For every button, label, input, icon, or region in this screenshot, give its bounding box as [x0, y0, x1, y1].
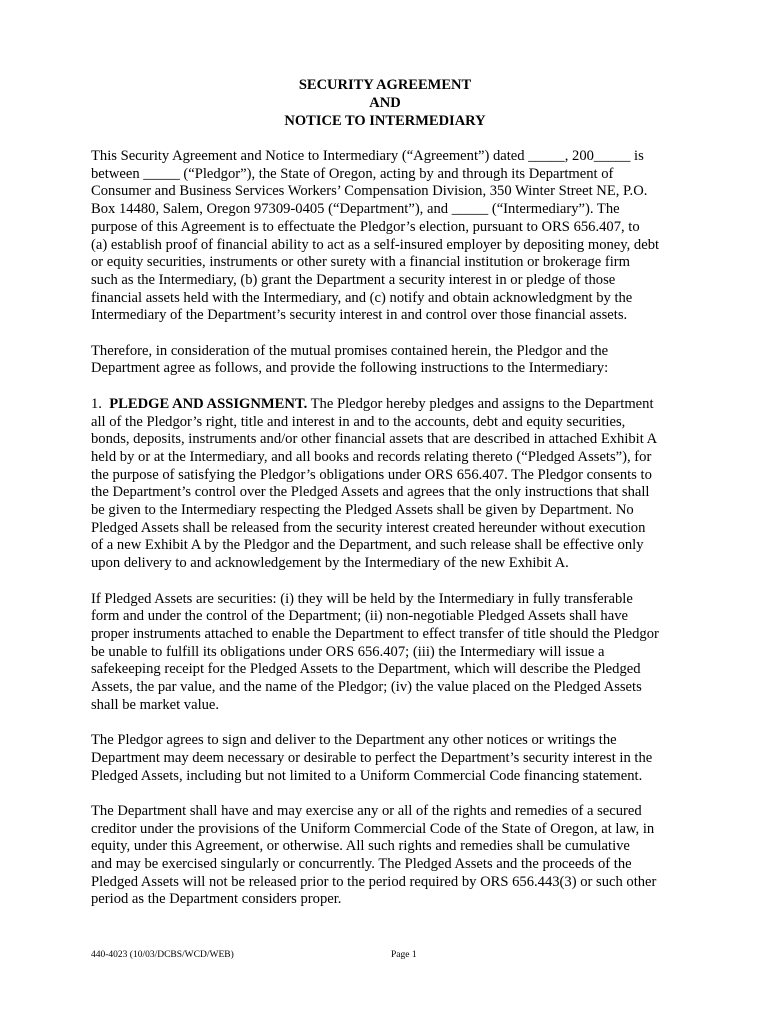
text-line: between _____ (“Pledgor”), the State of Oregon, acting by and through its Department of	[91, 165, 614, 182]
text-line: financial assets held with the Intermediary, and (c) notify and obtain acknowledgment by the	[91, 289, 633, 306]
text-line: This Security Agreement and Notice to Intermediary (“Agreement”) dated _____, 200_____ is	[91, 148, 644, 164]
text-line: all of the Pledgor’s right, title and interest in and to the accounts, debt and equity securities,	[91, 413, 626, 430]
text-line: Assets, the par value, and the name of the Pledgor; (iv) the value placed on the Pledged Assets	[91, 679, 642, 696]
section-number: 1.	[91, 395, 102, 412]
text-line: safekeeping receipt for the Pledged Assets to the Department, which will describe the Pledged	[91, 661, 641, 678]
text-line: the purpose of satisfying the Pledgor’s obligations under ORS 656.407. The Pledgor consents to	[91, 466, 652, 483]
text-line: Department agree as follows, and provide the following instructions to the Intermediary:	[91, 360, 609, 377]
consideration-paragraph	[91, 343, 691, 378]
text-line: The Pledgor agrees to sign and deliver to the Department any other notices or writings the	[91, 732, 617, 749]
footer-form-code: 440-4023 (10/03/DCBS/WCD/WEB)	[91, 950, 234, 960]
text-line: bonds, deposits, instruments and/or other financial assets that are described in attached Exhibit A	[91, 431, 658, 448]
intro-paragraph	[91, 148, 691, 325]
text-line: purpose of this Agreement is to effectuate the Pledgor’s election, pursuant to ORS 656.407, to	[91, 218, 640, 235]
text-line: equity, under this Agreement, or otherwise. All such rights and remedies shall be cumulative	[91, 838, 630, 855]
text-line: Therefore, in consideration of the mutual promises contained herein, the Pledgor and the	[91, 342, 609, 359]
text-line: Box 14480, Salem, Oregon 97309-0405 (“Department”), and _____ (“Intermediary”). The	[91, 201, 620, 218]
text-line: held by or at the Intermediary, and all books and records relating thereto (“Pledged Assets”), for	[91, 448, 652, 465]
section-first-line-text: The Pledgor hereby pledges and assigns to the Department	[307, 395, 654, 412]
text-line: period as the Department considers proper.	[91, 891, 342, 908]
text-line: The Department shall have and may exercise any or all of the rights and remedies of a secured	[91, 802, 642, 819]
text-line: or equity securities, instruments or other surety with a financial institution or brokerage firm	[91, 254, 631, 271]
title-line: AND	[369, 95, 401, 111]
text-line: be given to the Intermediary respecting the Pledged Assets shall be given by Department. No	[91, 502, 634, 519]
text-line: creditor under the provisions of the Uniform Commercial Code of the State of Oregon, at law, in	[91, 820, 655, 837]
remedies-paragraph	[91, 803, 691, 909]
text-line: (a) establish proof of financial ability to act as a self-insured employer by depositing money, debt	[91, 236, 660, 253]
text-line: Pledged Assets, including but not limited to a Uniform Commercial Code financing statement.	[91, 767, 643, 784]
footer-page-number: Page 1	[391, 950, 417, 960]
title-line: NOTICE TO INTERMEDIARY	[284, 113, 486, 129]
section-first-line	[91, 396, 691, 414]
text-line: Pledged Assets will not be released prior to the period required by ORS 656.443(3) or such other	[91, 873, 657, 890]
securities-paragraph	[91, 591, 691, 715]
section-heading: PLEDGE AND ASSIGNMENT.	[109, 395, 308, 412]
text-line: Department may deem necessary or desirable to perfect the Department’s security interest in the	[91, 749, 653, 766]
text-line: Pledged Assets shall be released from the security interest created hereunder without execution	[91, 519, 646, 536]
text-line: Intermediary of the Department’s security interest in and control over those financial assets.	[91, 307, 628, 324]
text-line: the Department’s control over the Pledged Assets and agrees that the only instructions that shall	[91, 484, 650, 501]
text-line: form and under the control of the Department; (ii) non-negotiable Pledged Assets shall have	[91, 608, 628, 625]
text-line: such as the Intermediary, (b) grant the Department a security interest in or pledge of those	[91, 271, 616, 288]
text-line: Consumer and Business Services Workers’ Compensation Division, 350 Winter Street NE, P.O.	[91, 183, 648, 200]
text-line: be unable to fulfill its obligations under ORS 656.407; (iii) the Intermediary will issue a	[91, 643, 605, 660]
notices-paragraph	[91, 732, 691, 785]
text-line: proper instruments attached to enable the Department to effect transfer of title should the Pledgor	[91, 625, 659, 642]
text-line: If Pledged Assets are securities: (i) they will be held by the Intermediary in fully transferable	[91, 590, 633, 607]
text-line: of a new Exhibit A by the Pledgor and the Department, and such release shall be effective only	[91, 537, 644, 554]
document-title	[0, 76, 770, 130]
text-line: and may be exercised singularly or concurrently. The Pledged Assets and the proceeds of the	[91, 856, 632, 873]
text-line: upon delivery to and acknowledgement by the Intermediary of the new Exhibit A.	[91, 555, 569, 572]
title-line: SECURITY AGREEMENT	[298, 77, 472, 93]
document-body	[91, 148, 691, 927]
section-pledge-and-assignment	[91, 396, 691, 573]
text-line: shall be market value.	[91, 696, 220, 713]
